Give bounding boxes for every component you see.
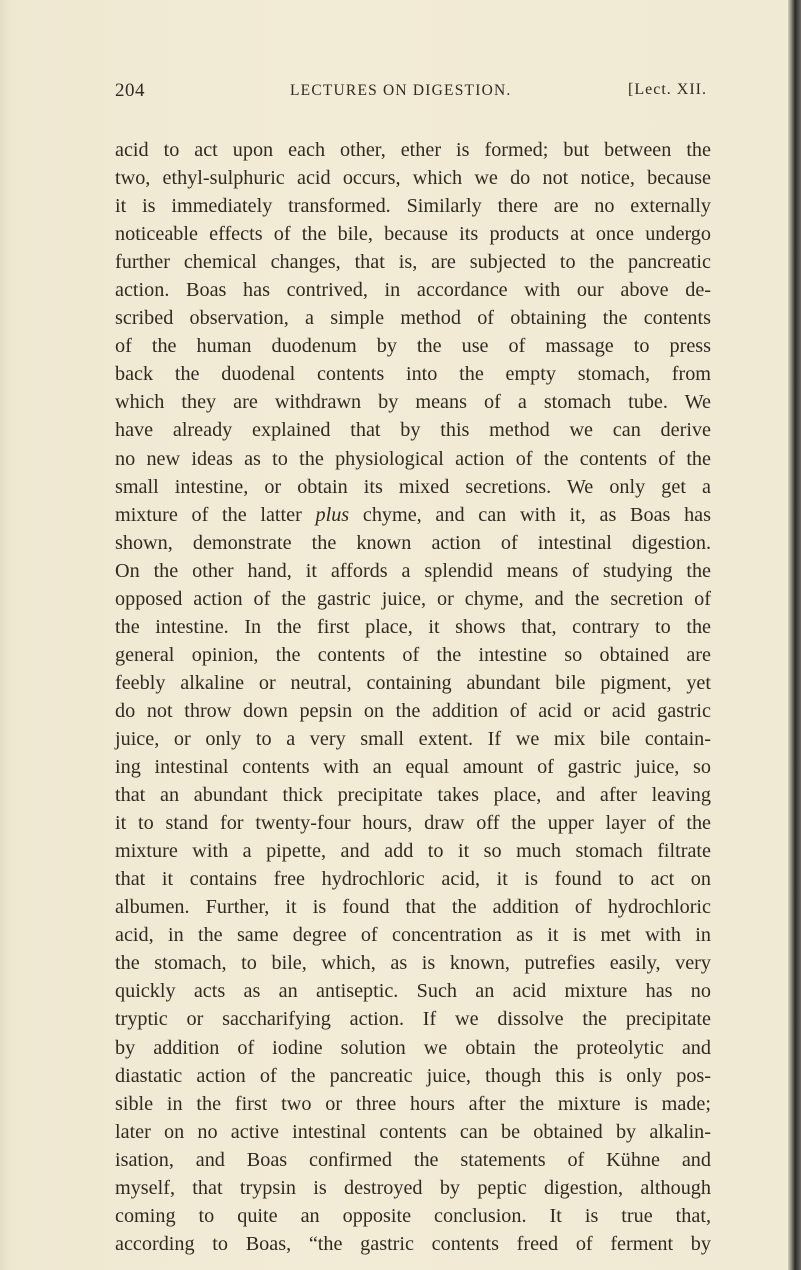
text-line <box>115 136 711 164</box>
text-line <box>115 865 711 893</box>
running-head-title: LECTURES ON DIGESTION. <box>290 82 512 99</box>
text-segment: have already explained that by this method we can derive <box>115 419 711 442</box>
text-segment: further chemical changes, that is, are subjected to the pancreatic <box>115 251 711 274</box>
text-line <box>115 164 711 192</box>
text-line <box>115 248 711 276</box>
text-line <box>115 416 711 444</box>
text-line <box>115 192 711 220</box>
text-line <box>115 725 711 753</box>
text-line <box>115 837 711 865</box>
text-segment: scribed observation, a simple method of obtaining the contents <box>115 307 711 330</box>
text-segment: sible in the first two or three hours after the mixture is made; <box>115 1092 711 1115</box>
text-segment: tryptic or saccharifying action. If we dissolve the precipitate <box>115 1008 711 1031</box>
text-line <box>115 529 711 557</box>
text-line <box>115 781 711 809</box>
text-line <box>115 669 711 697</box>
running-head-lecture: [Lect. XII. <box>628 81 707 98</box>
text-line <box>115 641 711 669</box>
text-segment: two, ethyl-sulphuric acid occurs, which we do not notice, because <box>115 167 711 190</box>
text-segment: ing intestinal contents with an equal amount of gastric juice, so <box>115 756 711 779</box>
text-line <box>115 753 711 781</box>
text-segment: quickly acts as an antiseptic. Such an acid mixture has no <box>115 980 711 1003</box>
text-segment: that an abundant thick precipitate takes place, and after leaving <box>115 784 711 807</box>
text-line <box>115 1146 711 1174</box>
text-line <box>115 1062 711 1090</box>
text-segment: mixture with a pipette, and add to it so much stomach filtrate <box>115 840 711 863</box>
text-line <box>115 1005 711 1033</box>
text-segment: no new ideas as to the physiological action of the contents of the <box>115 447 711 470</box>
text-line <box>115 697 711 725</box>
text-line <box>115 360 711 388</box>
text-line <box>115 1034 711 1062</box>
text-segment: feebly alkaline or neutral, containing abundant bile pigment, yet <box>115 671 711 694</box>
text-segment: according to Boas, “the gastric contents freed of ferment by <box>115 1232 711 1255</box>
text-line <box>115 276 711 304</box>
text-line <box>115 445 711 473</box>
text-line <box>115 1202 711 1230</box>
page-number: 204 <box>115 80 145 101</box>
text-line <box>115 1090 711 1118</box>
text-line <box>115 220 711 248</box>
text-segment: general opinion, the contents of the intestine so obtained are <box>115 643 711 666</box>
text-line <box>115 921 711 949</box>
text-segment: coming to quite an opposite conclusion. It is true that, <box>115 1204 711 1227</box>
text-line <box>115 1174 711 1202</box>
text-segment: of the human duodenum by the use of massage to press <box>115 335 711 358</box>
text-segment: later on no active intestinal contents can be obtained by alkalin- <box>115 1120 711 1143</box>
text-segment: the stomach, to bile, which, as is known, putrefies easily, very <box>115 952 711 975</box>
text-line <box>115 332 711 360</box>
book-binding-edge <box>788 0 801 1270</box>
text-line <box>115 977 711 1005</box>
text-segment: noticeable effects of the bile, because its products at once undergo <box>115 223 711 246</box>
italic-word: plus <box>315 503 350 526</box>
page-gutter-shadow <box>0 0 10 1270</box>
text-segment: mixture of the latter <box>115 503 316 526</box>
text-segment: action. Boas has contrived, in accordance with our above de- <box>115 279 711 302</box>
text-line <box>115 1230 711 1258</box>
text-line <box>115 949 711 977</box>
text-segment: shown, demonstrate the known action of intestinal digestion. <box>115 531 711 554</box>
text-segment: back the duodenal contents into the empty stomach, from <box>115 363 711 386</box>
text-line <box>115 893 711 921</box>
text-line <box>115 809 711 837</box>
text-line <box>115 557 711 585</box>
text-segment: myself, that trypsin is destroyed by peptic digestion, although <box>115 1176 711 1199</box>
text-line <box>115 1118 711 1146</box>
text-segment: by addition of iodine solution we obtain the proteolytic and <box>115 1036 711 1059</box>
text-segment: acid, in the same degree of concentration as it is met with in <box>115 924 711 947</box>
text-segment: it is immediately transformed. Similarly there are no externally <box>115 195 711 218</box>
text-line <box>115 473 711 501</box>
text-segment: do not throw down pepsin on the addition of acid or acid gastric <box>115 699 711 722</box>
text-segment: isation, and Boas confirmed the statements of Kühne and <box>115 1148 711 1171</box>
text-line <box>115 388 711 416</box>
text-segment: which they are withdrawn by means of a stomach tube. We <box>115 391 711 414</box>
body-text <box>115 136 711 1258</box>
text-segment: acid to act upon each other, ether is formed; but between the <box>115 139 711 161</box>
text-segment: On the other hand, it affords a splendid means of studying the <box>115 559 711 582</box>
text-line <box>115 613 711 641</box>
text-line <box>115 585 711 613</box>
text-segment: that it contains free hydrochloric acid, it is found to act on <box>115 868 711 891</box>
text-segment: it to stand for twenty-four hours, draw off the upper layer of the <box>115 812 711 835</box>
text-segment: diastatic action of the pancreatic juice, though this is only pos- <box>115 1064 711 1087</box>
text-line <box>115 501 711 529</box>
text-segment: albumen. Further, it is found that the addition of hydrochloric <box>115 896 711 919</box>
text-line <box>115 304 711 332</box>
text-segment: the intestine. In the first place, it shows that, contrary to the <box>115 615 711 638</box>
text-segment: small intestine, or obtain its mixed secretions. We only get a <box>115 475 711 498</box>
text-segment: juice, or only to a very small extent. If we mix bile contain- <box>115 727 711 750</box>
text-segment: opposed action of the gastric juice, or chyme, and the secretion of <box>115 587 711 610</box>
running-head <box>115 80 707 110</box>
text-segment: chyme, and can with it, as Boas has <box>349 503 711 526</box>
